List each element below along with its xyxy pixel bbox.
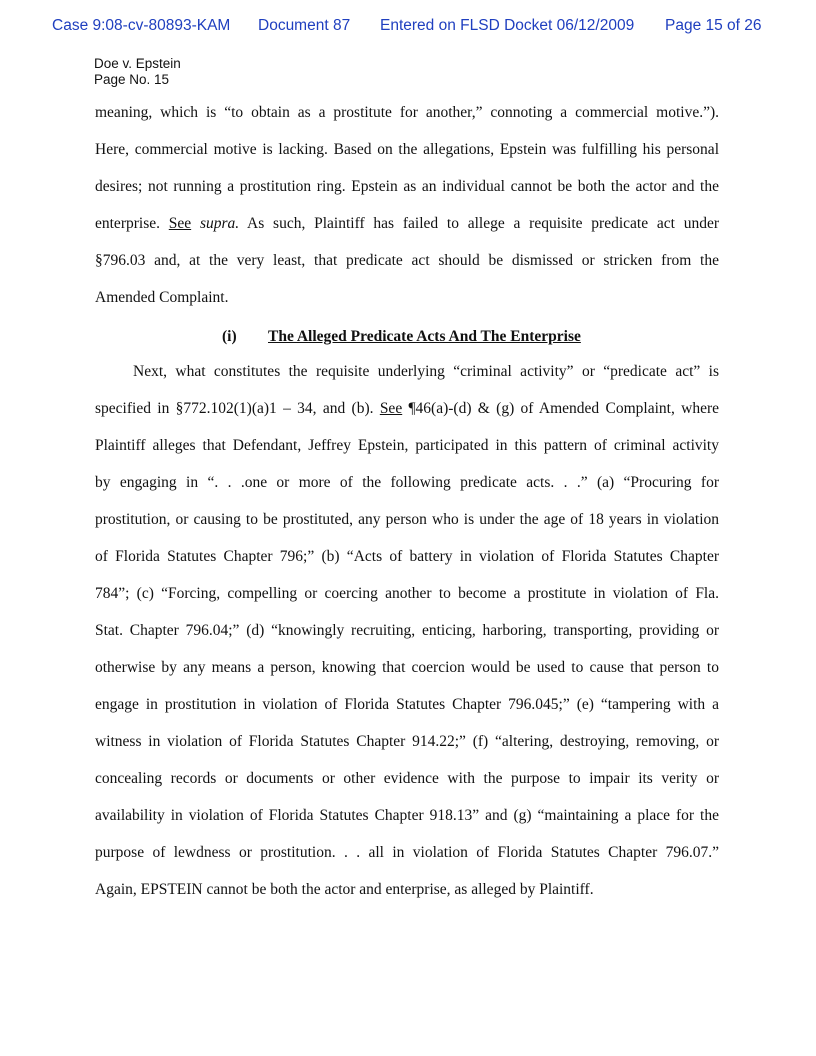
- paragraph-line: §796.03 and, at the very least, that predicate act should be dismissed or stricken from the: [95, 252, 719, 269]
- supra-signal: supra.: [199, 215, 240, 232]
- case-number: Case 9:08-cv-80893-KAM: [52, 17, 231, 34]
- text-run: specified in §772.102(1)(a)1 – 34, and (b).: [95, 400, 380, 417]
- paragraph-line: Here, commercial motive is lacking. Based on the allegations, Epstein was fulfilling his personal: [95, 141, 719, 158]
- page-of: Page 15 of 26: [665, 17, 762, 34]
- paragraph-line: Amended Complaint.: [95, 289, 229, 306]
- paragraph-line: availability in violation of Florida Statutes Chapter 918.13” and (g) “maintaining a place for the: [95, 807, 719, 824]
- see-signal: See: [168, 215, 192, 232]
- paragraph-line-see-supra: enterprise. See supra. As such, Plaintiff has failed to allege a requisite predicate act under: [95, 215, 720, 232]
- paragraph-line: of Florida Statutes Chapter 796;” (b) “Acts of battery in violation of Florida Statutes Chapter: [95, 548, 719, 565]
- caption-title: Doe v. Epstein: [94, 56, 181, 71]
- paragraph-line: Again, EPSTEIN cannot be both the actor and enterprise, as alleged by Plaintiff.: [95, 881, 594, 898]
- see-signal: See: [379, 400, 403, 417]
- paragraph-line: witness in violation of Florida Statutes Chapter 914.22;” (f) “altering, destroying, removing, or: [95, 733, 719, 750]
- paragraph-line: prostitution, or causing to be prostituted, any person who is under the age of 18 years in violation: [95, 511, 719, 528]
- paragraph-line: otherwise by any means a person, knowing that coercion would be used to cause that person to: [95, 659, 719, 676]
- docket-entry: Entered on FLSD Docket 06/12/2009: [380, 17, 635, 34]
- paragraph-line: Next, what constitutes the requisite underlying “criminal activity” or “predicate act” is: [133, 363, 719, 380]
- paragraph-line: by engaging in “. . .one or more of the following predicate acts. . .” (a) “Procuring for: [95, 474, 719, 491]
- section-title: The Alleged Predicate Acts And The Enterprise: [268, 328, 581, 345]
- paragraph-line: concealing records or documents or other evidence with the purpose to impair its verity or: [95, 770, 719, 787]
- paragraph-line: desires; not running a prostitution ring. Epstein as an individual cannot be both the actor and the: [95, 178, 719, 195]
- paragraph-line: Plaintiff alleges that Defendant, Jeffrey Epstein, participated in this pattern of criminal activity: [95, 437, 719, 454]
- paragraph-line: Stat. Chapter 796.04;” (d) “knowingly recruiting, enticing, harboring, transporting, providing or: [95, 622, 719, 639]
- case-caption: [94, 56, 181, 88]
- paragraph-1: [95, 104, 719, 326]
- document-number: Document 87: [258, 17, 351, 34]
- caption-page: Page No. 15: [94, 72, 170, 87]
- section-number: (i): [222, 328, 237, 345]
- paragraph-2: [95, 363, 719, 918]
- paragraph-line: purpose of lewdness or prostitution. . . all in violation of Florida Statutes Chapter 796.07.”: [95, 844, 719, 861]
- text-run: ¶46(a)-(d) & (g) of Amended Complaint, where: [402, 400, 719, 417]
- paragraph-line: meaning, which is “to obtain as a prostitute for another,” connoting a commercial motive.”).: [95, 104, 719, 121]
- paragraph-line: 784”; (c) “Forcing, compelling or coercing another to become a prostitute in violation of Fla.: [95, 585, 719, 602]
- paragraph-line: engage in prostitution in violation of Florida Statutes Chapter 796.045;” (e) “tampering with a: [95, 696, 719, 713]
- paragraph-line-see: [95, 400, 719, 437]
